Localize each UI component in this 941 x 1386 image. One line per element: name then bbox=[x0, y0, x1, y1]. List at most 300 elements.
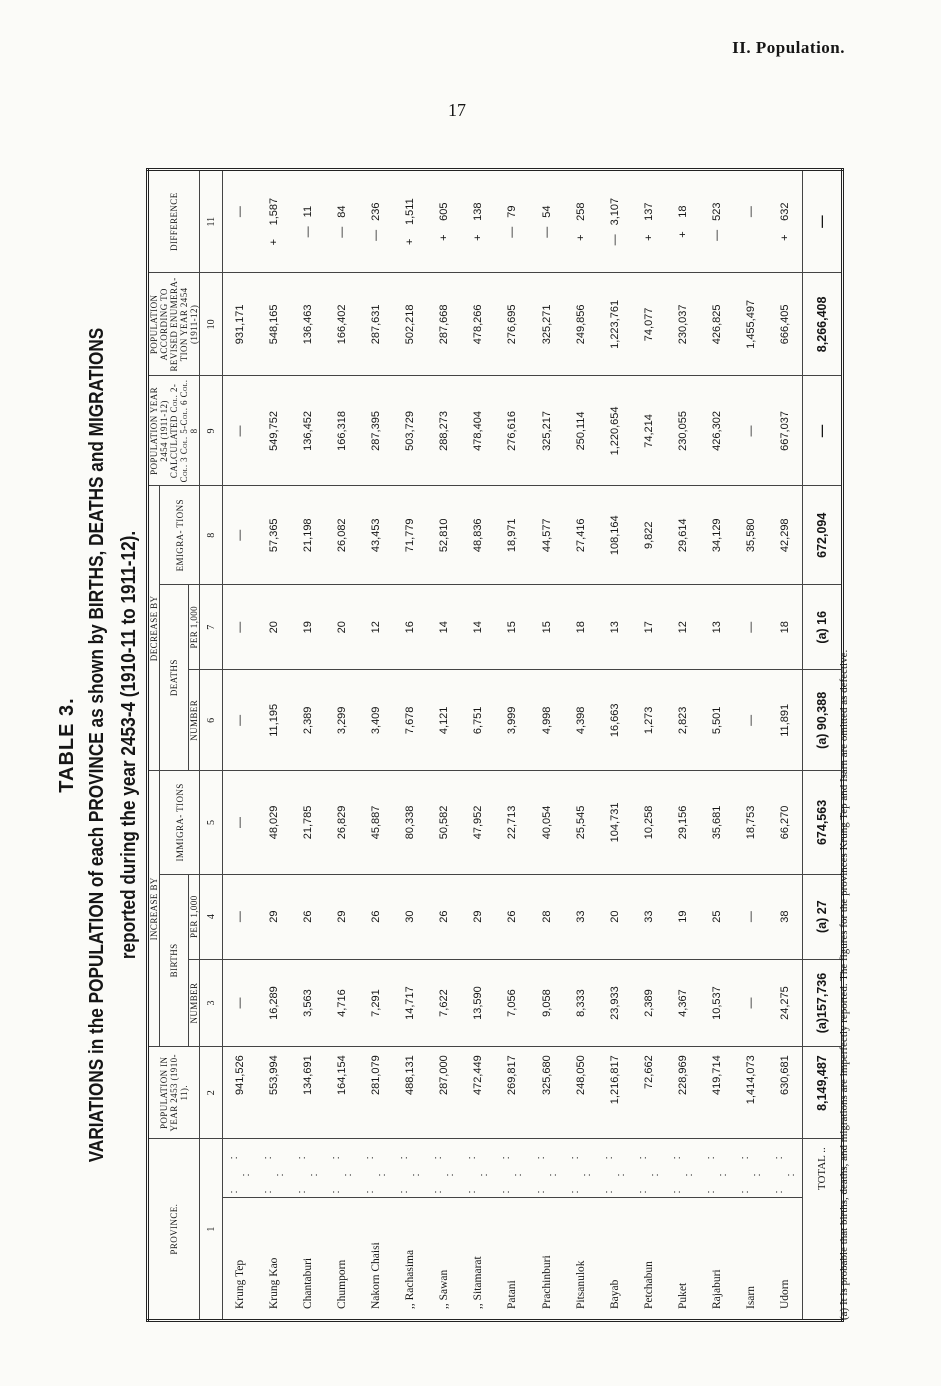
leader-dots: : : : bbox=[768, 1139, 803, 1197]
running-header: II. Population. bbox=[732, 38, 845, 57]
deaths-number: 3,409 bbox=[359, 670, 393, 771]
leader-dots: : : : bbox=[564, 1139, 598, 1197]
leader-dots: : : : bbox=[632, 1139, 666, 1197]
births-per-1000: 26 bbox=[427, 874, 461, 959]
births-header: BIRTHS bbox=[160, 874, 189, 1047]
table-row bbox=[768, 170, 803, 1321]
deaths-per-1000: 12 bbox=[359, 585, 393, 670]
difference bbox=[257, 170, 291, 273]
deaths-per-1000: — bbox=[223, 585, 258, 670]
population-calc: 74,214 bbox=[632, 376, 666, 486]
deaths-number: 2,389 bbox=[291, 670, 325, 771]
difference bbox=[223, 170, 258, 273]
table-row bbox=[598, 170, 632, 1321]
difference-sign: + bbox=[268, 238, 281, 246]
emigrations: 57,365 bbox=[257, 486, 291, 585]
population-calc: — bbox=[734, 376, 768, 486]
province-name: Patani bbox=[495, 1197, 529, 1320]
leader-dots: : : : bbox=[700, 1139, 734, 1197]
deaths-per-1000: 20 bbox=[325, 585, 359, 670]
total-deaths-per-1000: (a) 16 bbox=[803, 585, 843, 670]
deaths-per-1000-header: PER 1,000 bbox=[189, 585, 200, 670]
population-calc: 288,273 bbox=[427, 376, 461, 486]
population-2453: 488,131 bbox=[393, 1047, 427, 1139]
births-per-1000: — bbox=[734, 874, 768, 959]
population-calc: 667,037 bbox=[768, 376, 803, 486]
emigrations: 52,810 bbox=[427, 486, 461, 585]
population-revised: 249,856 bbox=[564, 273, 598, 376]
births-number-header: NUMBER bbox=[189, 959, 200, 1046]
difference bbox=[495, 170, 529, 273]
population-revised: 1,223,761 bbox=[598, 273, 632, 376]
difference bbox=[291, 170, 325, 273]
deaths-per-1000: 15 bbox=[529, 585, 563, 670]
births-number: 7,622 bbox=[427, 959, 461, 1046]
deaths-per-1000: 14 bbox=[427, 585, 461, 670]
population-calc: 166,318 bbox=[325, 376, 359, 486]
deaths-number: 4,398 bbox=[564, 670, 598, 771]
total-births-per-1000: (a) 27 bbox=[803, 874, 843, 959]
immigrations: 47,952 bbox=[461, 771, 495, 874]
column-number: 5 bbox=[200, 771, 223, 874]
difference-sign: — bbox=[370, 229, 383, 241]
population-calc: 503,729 bbox=[393, 376, 427, 486]
population-revised: 287,631 bbox=[359, 273, 393, 376]
table-row bbox=[427, 170, 461, 1321]
difference-value: 54 bbox=[540, 205, 553, 218]
leader-dots: : : : bbox=[291, 1139, 325, 1197]
immigrations-header: IMMIGRA- TIONS bbox=[160, 771, 200, 874]
deaths-per-1000: 16 bbox=[393, 585, 427, 670]
population-calc: 136,452 bbox=[291, 376, 325, 486]
population-calc: 287,395 bbox=[359, 376, 393, 486]
difference bbox=[632, 170, 666, 273]
difference-value: 1,587 bbox=[268, 197, 281, 226]
table-row bbox=[325, 170, 359, 1321]
population-2453: 325,680 bbox=[529, 1047, 563, 1139]
population-2453: 941,526 bbox=[223, 1047, 258, 1139]
population-calc: — bbox=[223, 376, 258, 486]
difference bbox=[768, 170, 803, 273]
population-2453: 134,691 bbox=[291, 1047, 325, 1139]
births-per-1000: — bbox=[223, 874, 258, 959]
deaths-per-1000: 19 bbox=[291, 585, 325, 670]
province-name: ,, Rachasima bbox=[393, 1197, 427, 1320]
leader-dots: : : : bbox=[734, 1139, 768, 1197]
difference-value: 258 bbox=[574, 202, 587, 221]
difference bbox=[564, 170, 598, 273]
difference-sign: — bbox=[710, 229, 723, 241]
immigrations: 104,731 bbox=[598, 771, 632, 874]
table-row bbox=[257, 170, 291, 1321]
province-name: Puket bbox=[666, 1197, 700, 1320]
emigrations: 71,779 bbox=[393, 486, 427, 585]
table-label: TABLE 3. bbox=[56, 697, 78, 793]
births-number: — bbox=[734, 959, 768, 1046]
population-2453: 419,714 bbox=[700, 1047, 734, 1139]
population-2453: 553,994 bbox=[257, 1047, 291, 1139]
emigrations: 108,164 bbox=[598, 486, 632, 585]
immigrations: 66,270 bbox=[768, 771, 803, 874]
deaths-number: 16,663 bbox=[598, 670, 632, 771]
difference-value: 18 bbox=[676, 205, 689, 218]
births-number: 23,933 bbox=[598, 959, 632, 1046]
population-revised: 166,402 bbox=[325, 273, 359, 376]
deaths-per-1000: 13 bbox=[598, 585, 632, 670]
births-number: 9,058 bbox=[529, 959, 563, 1046]
difference bbox=[666, 170, 700, 273]
births-number: 4,716 bbox=[325, 959, 359, 1046]
deaths-number: 2,823 bbox=[666, 670, 700, 771]
difference-value: 605 bbox=[438, 202, 451, 221]
births-per-1000: 29 bbox=[461, 874, 495, 959]
column-number: 2 bbox=[200, 1047, 223, 1139]
province-name: Krung Tep bbox=[223, 1197, 258, 1320]
total-births-number: (a)157,736 bbox=[803, 959, 843, 1046]
table-row bbox=[666, 170, 700, 1321]
leader-dots: : : : bbox=[325, 1139, 359, 1197]
immigrations: 21,785 bbox=[291, 771, 325, 874]
births-number: 7,291 bbox=[359, 959, 393, 1046]
births-number: 2,389 bbox=[632, 959, 666, 1046]
difference-sign: — bbox=[336, 226, 349, 238]
births-per-1000: 20 bbox=[598, 874, 632, 959]
province-name: Udorn bbox=[768, 1197, 803, 1320]
births-per-1000: 25 bbox=[700, 874, 734, 959]
difference-sign: — bbox=[506, 226, 519, 238]
immigrations: 22,713 bbox=[495, 771, 529, 874]
difference bbox=[700, 170, 734, 273]
difference-value: — bbox=[744, 206, 757, 218]
deaths-per-1000: 15 bbox=[495, 585, 529, 670]
leader-dots: : : : bbox=[257, 1139, 291, 1197]
population-revised: 666,405 bbox=[768, 273, 803, 376]
emigrations: — bbox=[223, 486, 258, 585]
deaths-number: 11,195 bbox=[257, 670, 291, 771]
column-number: 11 bbox=[200, 170, 223, 273]
births-per-1000: 29 bbox=[257, 874, 291, 959]
difference-sign: — bbox=[540, 226, 553, 238]
births-per-1000: 28 bbox=[529, 874, 563, 959]
emigrations: 26,082 bbox=[325, 486, 359, 585]
deaths-per-1000: 20 bbox=[257, 585, 291, 670]
table-row bbox=[529, 170, 563, 1321]
province-name: Prachinburi bbox=[529, 1197, 563, 1320]
population-2454-revised-header: POPULATION ACCORDING TO REVISED ENUMERA- TION YEAR 2454 (1911-12) bbox=[148, 273, 200, 376]
column-number-row bbox=[200, 170, 223, 1321]
births-per-1000: 30 bbox=[393, 874, 427, 959]
immigrations: — bbox=[223, 771, 258, 874]
province-name: Krung Kao bbox=[257, 1197, 291, 1320]
deaths-per-1000: 18 bbox=[564, 585, 598, 670]
population-2453: 472,449 bbox=[461, 1047, 495, 1139]
births-number: 14,717 bbox=[393, 959, 427, 1046]
population-2453: 1,216,817 bbox=[598, 1047, 632, 1139]
table-row bbox=[393, 170, 427, 1321]
births-number: 8,333 bbox=[564, 959, 598, 1046]
deaths-per-1000: 17 bbox=[632, 585, 666, 670]
difference bbox=[393, 170, 427, 273]
province-header: PROVINCE. bbox=[148, 1139, 200, 1321]
births-number: 24,275 bbox=[768, 959, 803, 1046]
births-number: 3,563 bbox=[291, 959, 325, 1046]
table-subtitle: reported during the year 2453-4 (1910-11 to 1911-12). bbox=[118, 530, 140, 960]
difference-value: 3,107 bbox=[608, 197, 621, 226]
population-2453-header: POPULATION IN YEAR 2453 (1910-11). bbox=[148, 1047, 200, 1139]
population-revised: 325,271 bbox=[529, 273, 563, 376]
births-number: — bbox=[223, 959, 258, 1046]
immigrations: 26,829 bbox=[325, 771, 359, 874]
column-number: 10 bbox=[200, 273, 223, 376]
province-name: Rajaburi bbox=[700, 1197, 734, 1320]
increase-by-header: INCREASE BY bbox=[148, 771, 160, 1047]
difference-value: 138 bbox=[472, 202, 485, 221]
immigrations: 80,338 bbox=[393, 771, 427, 874]
immigrations: 10,258 bbox=[632, 771, 666, 874]
deaths-number: 3,299 bbox=[325, 670, 359, 771]
population-revised: 287,668 bbox=[427, 273, 461, 376]
population-revised: 548,165 bbox=[257, 273, 291, 376]
difference-value: 84 bbox=[336, 205, 349, 218]
emigrations: 18,971 bbox=[495, 486, 529, 585]
population-2453: 164,154 bbox=[325, 1047, 359, 1139]
province-name: Nakorn Chaisi bbox=[359, 1197, 393, 1320]
difference bbox=[325, 170, 359, 273]
difference-sign: + bbox=[404, 238, 417, 245]
births-per-1000-header: PER 1,000 bbox=[189, 874, 200, 959]
emigrations: 29,614 bbox=[666, 486, 700, 585]
population-calc: 549,752 bbox=[257, 376, 291, 486]
births-number: 7,056 bbox=[495, 959, 529, 1046]
decrease-by-header: DECREASE BY bbox=[148, 486, 160, 771]
population-revised: 426,825 bbox=[700, 273, 734, 376]
immigrations: 35,681 bbox=[700, 771, 734, 874]
difference bbox=[529, 170, 563, 273]
emigrations: 34,129 bbox=[700, 486, 734, 585]
leader-dots: : : : bbox=[223, 1139, 258, 1197]
births-number: 10,537 bbox=[700, 959, 734, 1046]
difference bbox=[359, 170, 393, 273]
difference-sign: — bbox=[608, 234, 621, 246]
province-name: Chumporn bbox=[325, 1197, 359, 1320]
births-per-1000: 33 bbox=[564, 874, 598, 959]
population-2453: 248,050 bbox=[564, 1047, 598, 1139]
population-revised: 502,218 bbox=[393, 273, 427, 376]
emigrations: 48,836 bbox=[461, 486, 495, 585]
emigrations: 27,416 bbox=[564, 486, 598, 585]
population-revised: 1,455,497 bbox=[734, 273, 768, 376]
deaths-number: 7,678 bbox=[393, 670, 427, 771]
deaths-number: — bbox=[223, 670, 258, 771]
table-row bbox=[632, 170, 666, 1321]
difference-value: 137 bbox=[642, 202, 655, 221]
table-row bbox=[291, 170, 325, 1321]
province-name: ,, Sawan bbox=[427, 1197, 461, 1320]
leader-dots: : : : bbox=[427, 1139, 461, 1197]
births-per-1000: 26 bbox=[495, 874, 529, 959]
table-title: VARIATIONS in the POPULATION of each PROVINCE as shown by BIRTHS, DEATHS and MIGRATIONS bbox=[86, 327, 108, 1163]
immigrations: 50,582 bbox=[427, 771, 461, 874]
population-2453: 1,414,073 bbox=[734, 1047, 768, 1139]
difference-value: 11 bbox=[302, 205, 315, 218]
deaths-header: DEATHS bbox=[160, 585, 189, 771]
deaths-number: 4,998 bbox=[529, 670, 563, 771]
difference-sign: — bbox=[302, 226, 315, 238]
population-calc: 230,055 bbox=[666, 376, 700, 486]
difference-value: 79 bbox=[506, 205, 519, 218]
total-population-2453: 8,149,487 bbox=[803, 1047, 843, 1139]
immigrations: 18,753 bbox=[734, 771, 768, 874]
births-number: 4,367 bbox=[666, 959, 700, 1046]
births-per-1000: 29 bbox=[325, 874, 359, 959]
difference-value: — bbox=[234, 206, 247, 218]
leader-dots: : : : bbox=[461, 1139, 495, 1197]
immigrations: 48,029 bbox=[257, 771, 291, 874]
province-name: Isarn bbox=[734, 1197, 768, 1320]
difference-sign: + bbox=[676, 231, 689, 238]
emigrations-header: EMIGRA- TIONS bbox=[160, 486, 200, 585]
deaths-per-1000: — bbox=[734, 585, 768, 670]
population-2453: 630,681 bbox=[768, 1047, 803, 1139]
column-number: 7 bbox=[200, 585, 223, 670]
difference-value: 632 bbox=[778, 202, 791, 221]
births-per-1000: 26 bbox=[359, 874, 393, 959]
table-row bbox=[223, 170, 258, 1321]
table-row bbox=[564, 170, 598, 1321]
page-number: 17 bbox=[448, 100, 466, 120]
population-calc: 478,404 bbox=[461, 376, 495, 486]
deaths-number: 6,751 bbox=[461, 670, 495, 771]
emigrations: 9,822 bbox=[632, 486, 666, 585]
population-revised: 931,171 bbox=[223, 273, 258, 376]
footnote: (a) It is probable that births, deaths, and migrations are imperfectly reported. The figures for the provinces Krung Tep and Isarn are omitted as defective. bbox=[838, 649, 850, 1320]
total-immigrations: 674,563 bbox=[803, 771, 843, 874]
deaths-number-header: NUMBER bbox=[189, 670, 200, 771]
population-revised: 276,695 bbox=[495, 273, 529, 376]
emigrations: 35,580 bbox=[734, 486, 768, 585]
immigrations: 40,054 bbox=[529, 771, 563, 874]
population-revised: 478,266 bbox=[461, 273, 495, 376]
deaths-number: 1,273 bbox=[632, 670, 666, 771]
total-row bbox=[803, 170, 843, 1321]
column-number: 1 bbox=[200, 1139, 223, 1321]
immigrations: 45,887 bbox=[359, 771, 393, 874]
leader-dots: : : : bbox=[359, 1139, 393, 1197]
population-2453: 228,969 bbox=[666, 1047, 700, 1139]
deaths-number: 3,999 bbox=[495, 670, 529, 771]
total-deaths-number: (a) 90,388 bbox=[803, 670, 843, 771]
births-per-1000: 19 bbox=[666, 874, 700, 959]
population-calc: 426,302 bbox=[700, 376, 734, 486]
province-name: Pitsanulok bbox=[564, 1197, 598, 1320]
population-calc: 250,114 bbox=[564, 376, 598, 486]
population-calc: 276,616 bbox=[495, 376, 529, 486]
deaths-per-1000: 14 bbox=[461, 585, 495, 670]
province-name: Petchabun bbox=[632, 1197, 666, 1320]
births-per-1000: 26 bbox=[291, 874, 325, 959]
deaths-per-1000: 18 bbox=[768, 585, 803, 670]
population-revised: 74,077 bbox=[632, 273, 666, 376]
leader-dots: : : : bbox=[666, 1139, 700, 1197]
difference bbox=[734, 170, 768, 273]
province-name: Chantaburi bbox=[291, 1197, 325, 1320]
population-variation-table bbox=[146, 168, 844, 1322]
population-revised: 136,463 bbox=[291, 273, 325, 376]
population-calc: 325,217 bbox=[529, 376, 563, 486]
column-number: 9 bbox=[200, 376, 223, 486]
population-2454-calc-header: POPULATION YEAR 2454 (1911-12) CALCULATED Col. 2-Col. 3 Col. 5-Col. 6 Col. 8 bbox=[148, 376, 200, 486]
total-label: TOTAL .. bbox=[803, 1139, 843, 1321]
difference-value: 1,511 bbox=[404, 198, 417, 225]
difference-sign: + bbox=[778, 234, 791, 241]
deaths-number: 4,121 bbox=[427, 670, 461, 771]
difference bbox=[598, 170, 632, 273]
population-2453: 72,662 bbox=[632, 1047, 666, 1139]
emigrations: 43,453 bbox=[359, 486, 393, 585]
difference-sign: + bbox=[438, 234, 451, 241]
difference-value: 523 bbox=[710, 202, 723, 221]
leader-dots: : : : bbox=[393, 1139, 427, 1197]
emigrations: 42,298 bbox=[768, 486, 803, 585]
table-row bbox=[359, 170, 393, 1321]
births-number: 13,590 bbox=[461, 959, 495, 1046]
difference bbox=[461, 170, 495, 273]
population-revised: 230,037 bbox=[666, 273, 700, 376]
leader-dots: : : : bbox=[529, 1139, 563, 1197]
table-row bbox=[461, 170, 495, 1321]
births-per-1000: 38 bbox=[768, 874, 803, 959]
difference-sign: + bbox=[574, 234, 587, 241]
deaths-number: — bbox=[734, 670, 768, 771]
population-2453: 287,000 bbox=[427, 1047, 461, 1139]
leader-dots: : : : bbox=[495, 1139, 529, 1197]
column-number: 8 bbox=[200, 486, 223, 585]
difference-header: DIFFERENCE bbox=[148, 170, 200, 273]
deaths-per-1000: 12 bbox=[666, 585, 700, 670]
table-row bbox=[700, 170, 734, 1321]
difference-sign: + bbox=[472, 234, 485, 241]
population-calc: 1,220,654 bbox=[598, 376, 632, 486]
total-difference: — bbox=[803, 170, 843, 273]
deaths-per-1000: 13 bbox=[700, 585, 734, 670]
total-emigrations: 672,094 bbox=[803, 486, 843, 585]
province-name: ,, Sitamarat bbox=[461, 1197, 495, 1320]
table-row bbox=[495, 170, 529, 1321]
population-2453: 269,817 bbox=[495, 1047, 529, 1139]
deaths-number: 11,891 bbox=[768, 670, 803, 771]
emigrations: 21,198 bbox=[291, 486, 325, 585]
deaths-number: 5,501 bbox=[700, 670, 734, 771]
province-name: Bayab bbox=[598, 1197, 632, 1320]
total-population-revised: 8,266,408 bbox=[803, 273, 843, 376]
column-number: 4 bbox=[200, 874, 223, 959]
immigrations: 25,545 bbox=[564, 771, 598, 874]
births-per-1000: 33 bbox=[632, 874, 666, 959]
column-number: 3 bbox=[200, 959, 223, 1046]
emigrations: 44,577 bbox=[529, 486, 563, 585]
immigrations: 29,156 bbox=[666, 771, 700, 874]
column-number: 6 bbox=[200, 670, 223, 771]
leader-dots: : : : bbox=[598, 1139, 632, 1197]
difference bbox=[427, 170, 461, 273]
difference-sign: + bbox=[642, 234, 655, 241]
total-population-calc: — bbox=[803, 376, 843, 486]
population-2453: 281,079 bbox=[359, 1047, 393, 1139]
difference-value: 236 bbox=[370, 202, 383, 221]
rotated-table-page bbox=[46, 150, 886, 1340]
births-number: 16,289 bbox=[257, 959, 291, 1046]
table-row bbox=[734, 170, 768, 1321]
